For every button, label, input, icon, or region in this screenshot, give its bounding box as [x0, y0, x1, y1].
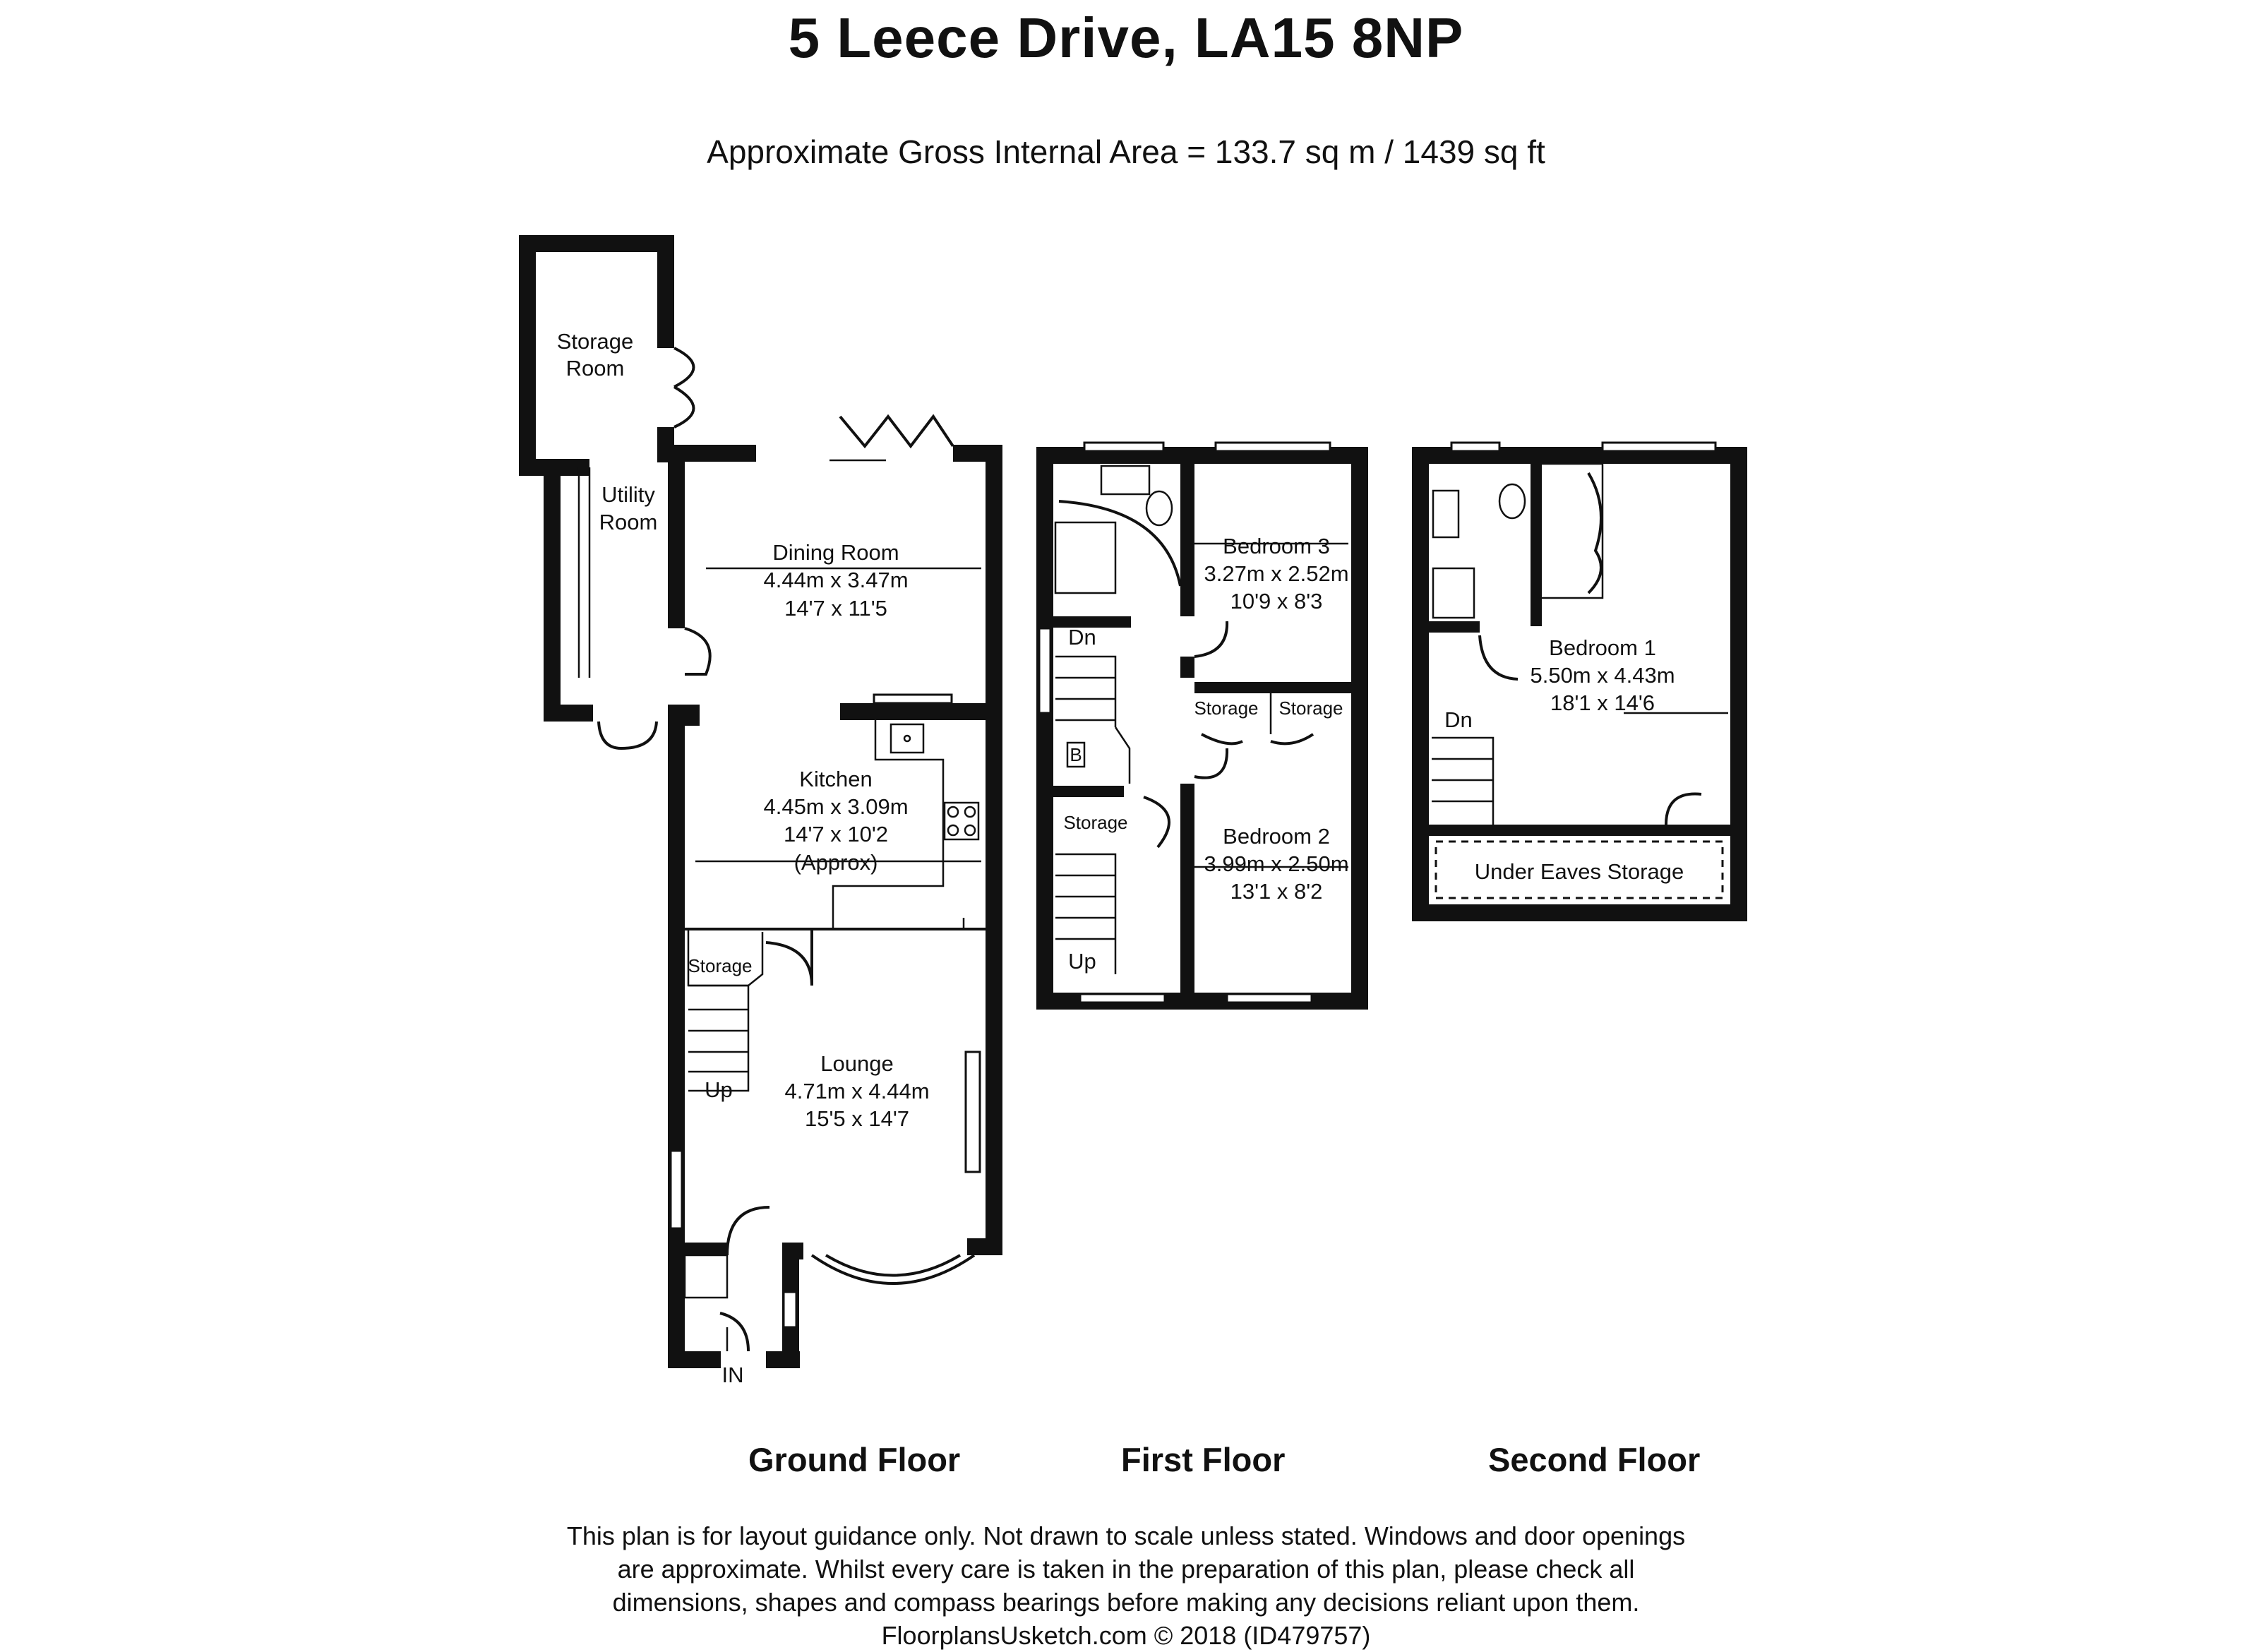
ground-floor-plan	[519, 235, 1002, 1368]
boiler-label: B	[1070, 744, 1082, 765]
gross-internal-area: Approximate Gross Internal Area = 133.7 sq m / 1439 sq ft	[707, 133, 1545, 170]
first-floor-label: First Floor	[1121, 1441, 1286, 1478]
first-stairs-up-label: Up	[1068, 949, 1096, 974]
lounge-name: Lounge	[820, 1051, 894, 1076]
bedroom2-imperial: 13'1 x 8'2	[1230, 879, 1323, 904]
kitchen-name: Kitchen	[799, 767, 873, 791]
bedroom3-metric: 3.27m x 2.52m	[1204, 561, 1349, 586]
plan-title: 5 Leece Drive, LA15 8NP	[788, 6, 1464, 69]
disclaimer-line-1: This plan is for layout guidance only. Not drawn to scale unless stated. Windows and door openings	[566, 1521, 1686, 1550]
disclaimer-line-2: are approximate. Whilst every care is taken in the preparation of this plan, please check all	[617, 1555, 1635, 1584]
disclaimer-line-3: dimensions, shapes and compass bearings before making any decisions reliant upon them.	[612, 1588, 1640, 1617]
bedroom1-name: Bedroom 1	[1549, 635, 1656, 660]
utility-room-label-2: Room	[599, 510, 658, 534]
disclaimer	[0, 1519, 2252, 1652]
first-storage-label-3: Storage	[1063, 812, 1128, 833]
bedroom2-name: Bedroom 2	[1223, 824, 1330, 849]
first-storage-label-1: Storage	[1194, 698, 1259, 719]
ground-storage-label: Storage	[688, 955, 753, 976]
dining-room-imperial: 14'7 x 11'5	[784, 596, 887, 621]
bedroom2-metric: 3.99m x 2.50m	[1204, 851, 1349, 876]
bedroom3-imperial: 10'9 x 8'3	[1230, 589, 1323, 613]
kitchen-imperial: 14'7 x 10'2	[783, 822, 889, 846]
under-eaves-storage-label: Under Eaves Storage	[1474, 859, 1684, 884]
lounge-metric: 4.71m x 4.44m	[784, 1079, 930, 1103]
dining-room-metric: 4.44m x 3.47m	[763, 568, 909, 592]
first-stairs-dn-label: Dn	[1068, 625, 1096, 650]
bedroom1-imperial: 18'1 x 14'6	[1550, 690, 1655, 715]
kitchen-approx: (Approx)	[793, 850, 878, 875]
ground-floor-label: Ground Floor	[748, 1441, 961, 1478]
ground-stairs-up-label: Up	[705, 1077, 733, 1102]
lounge-imperial: 15'5 x 14'7	[804, 1106, 910, 1131]
bedroom1-metric: 5.50m x 4.43m	[1530, 663, 1675, 688]
dining-room-name: Dining Room	[772, 540, 899, 565]
first-floor-plan	[1036, 443, 1368, 1010]
first-storage-label-2: Storage	[1278, 698, 1343, 719]
utility-room-label-1: Utility	[601, 482, 655, 507]
second-floor-label: Second Floor	[1488, 1441, 1701, 1478]
storage-room-label-2: Room	[565, 356, 625, 381]
bedroom3-name: Bedroom 3	[1223, 534, 1330, 558]
storage-room-label-1: Storage	[556, 329, 634, 354]
disclaimer-line-4: FloorplansUsketch.com © 2018 (ID479757)	[881, 1621, 1371, 1650]
kitchen-metric: 4.45m x 3.09m	[763, 794, 909, 819]
second-stairs-dn-label: Dn	[1444, 707, 1473, 732]
entrance-in-label: IN	[721, 1363, 744, 1387]
